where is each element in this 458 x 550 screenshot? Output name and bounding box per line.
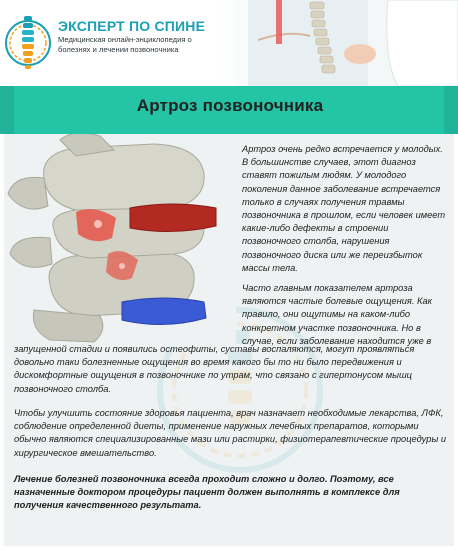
article-paragraph: Чтобы улучшить состояние здоровья пациента, врач назначает необходимые лекарства, ЛФК, соблюдение определенной диеты, применение наружных лечебных препаратов, которыми обычно являются специализированные мази или растирки, физиотерапевтические процедуры и хирургическое вмешательство.	[14, 408, 447, 458]
page-title: Артроз позвоночника	[136, 96, 324, 115]
brand-name[interactable]: ЭКСПЕРТ ПО СПИНЕ	[58, 18, 206, 34]
spine-logo-icon[interactable]	[4, 6, 52, 80]
article-paragraph: запущенной стадии и появились остеофиты, суставы воспаляются, могут проявляться довольно таки болезненные ощущения во время какого бы то ни было передвижения и дискомфортные ощущения в позвоночнике по утрам, что связано с гипертонусом мышц позвоночного столба.	[14, 344, 415, 394]
spine-arthrosis-illustration	[4, 134, 236, 348]
brand-subtitle: Медицинская онлайн-энциклопедия о болезнях и лечении позвоночника	[58, 35, 192, 54]
article-paragraph: Часто главным показателем артроза являются частые болевые ощущения. Как правило, они ощутимы на каком-либо конкретном участке позвоночника. Но в случае, если заболевание находится уже в	[242, 283, 433, 346]
site-header	[0, 0, 458, 86]
header-spine-photo	[248, 0, 458, 86]
article-conclusion: Лечение болезней позвоночника всегда проходит сложно и долго. Поэтому, все назначенные доктором процедуры пациент должен выполнять в комплексе для получения качественного результата.	[14, 474, 400, 511]
article-paragraph: Артроз очень редко встречается у молодых. В большинстве случаев, этот диагноз ставят пожилым людям. У молодого поколения данное заболевание встречается только в случаях получения травмы позвоночника в прошлом, если человек имеет какие-либо дефекты в строении позвоночного столба, нарушения позвоночного диска или же переизбыток массы тела.	[242, 144, 446, 273]
